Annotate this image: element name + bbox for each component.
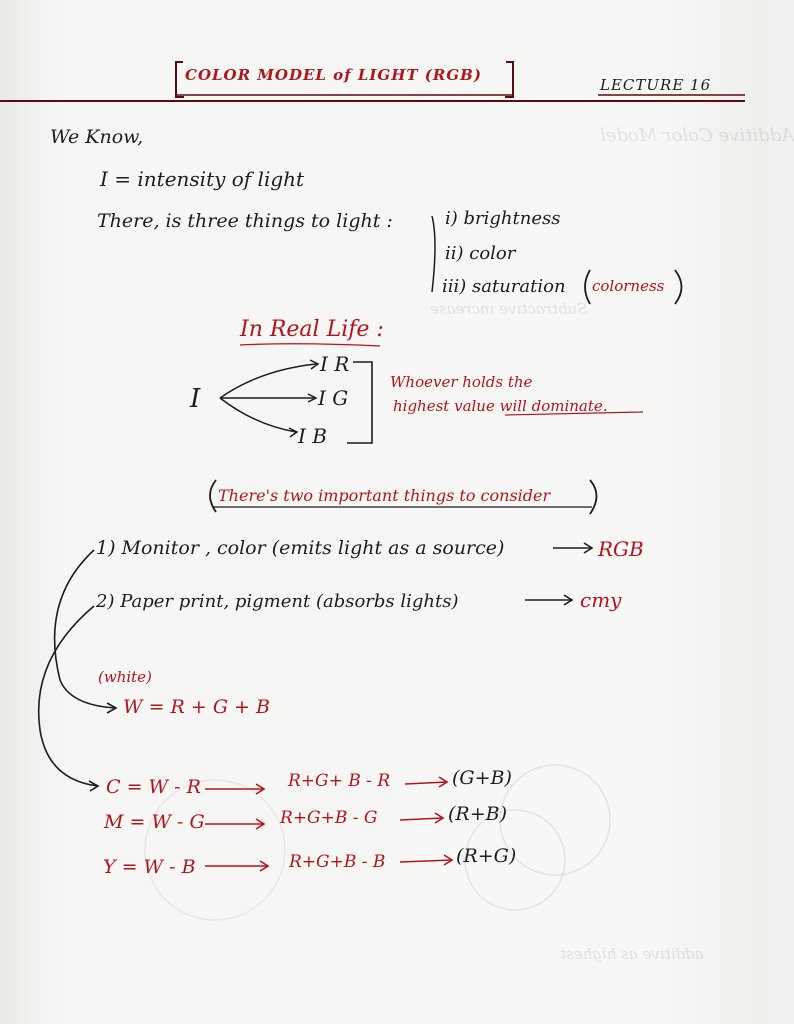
lecture-label: LECTURE 16 bbox=[600, 76, 712, 94]
consider-close-paren bbox=[590, 480, 597, 514]
colorness-close-paren bbox=[675, 270, 682, 304]
dominate-note-line-1: Whoever holds the bbox=[390, 373, 533, 391]
intensity-blue: I B bbox=[298, 424, 327, 448]
cyan-equation-middle: R+G+ B - R bbox=[288, 771, 391, 791]
intensity-bracket bbox=[347, 362, 372, 443]
magenta-equation-middle: R+G+B - G bbox=[280, 808, 378, 828]
colorness-note: colorness bbox=[592, 277, 665, 295]
magenta-arrow-2 bbox=[400, 818, 443, 820]
intensity-green: I G bbox=[318, 386, 349, 410]
colorness-open-paren bbox=[585, 270, 590, 304]
intro-line: We Know, bbox=[50, 126, 144, 148]
yellow-equation-left: Y = W - B bbox=[103, 856, 196, 878]
cmy-result: cmy bbox=[580, 588, 622, 612]
yellow-equation-middle: R+G+B - B bbox=[289, 852, 386, 872]
arrow-to-ib bbox=[220, 398, 296, 432]
list-item-color: ii) color bbox=[445, 243, 516, 264]
considerations-heading: There's two important things to consider bbox=[218, 486, 551, 505]
magenta-equation-left: M = W - G bbox=[104, 811, 205, 833]
real-life-heading: In Real Life : bbox=[240, 317, 384, 342]
list-item-brightness: i) brightness bbox=[445, 208, 561, 229]
intensity-symbol: I bbox=[190, 384, 201, 414]
cyan-equation-result: (G+B) bbox=[452, 767, 512, 789]
title-right-bracket bbox=[505, 62, 513, 97]
arrow-to-ir bbox=[220, 364, 316, 398]
real-life-underline bbox=[240, 344, 380, 346]
yellow-arrow-2 bbox=[400, 860, 452, 862]
rgb-result: RGB bbox=[598, 537, 644, 561]
yellow-equation-result: (R+G) bbox=[456, 845, 517, 867]
list-item-saturation: iii) saturation bbox=[442, 276, 566, 297]
show-through: Additive Color Model bbox=[600, 125, 794, 146]
items-brace bbox=[432, 216, 435, 292]
dominate-underline bbox=[505, 412, 643, 415]
curve-monitor-to-white bbox=[55, 550, 115, 708]
page-title: COLOR MODEL of LIGHT (RGB) bbox=[185, 66, 482, 84]
curve-print-to-cmy bbox=[39, 606, 98, 786]
intensity-definition: I = intensity of light bbox=[100, 167, 305, 191]
intensity-red: I R bbox=[320, 352, 350, 376]
paper-print-line: 2) Paper print, pigment (absorbs lights) bbox=[96, 591, 459, 612]
monitor-line: 1) Monitor , color (emits light as a source) bbox=[96, 537, 505, 559]
cyan-equation-left: C = W - R bbox=[106, 776, 201, 798]
show-through-circle bbox=[145, 780, 285, 920]
white-label: (white) bbox=[98, 668, 152, 686]
show-through-circle bbox=[465, 810, 565, 910]
show-through: additive as highest bbox=[560, 945, 704, 963]
white-equation: W = R + G + B bbox=[123, 696, 270, 718]
three-things-line: There, is three things to light : bbox=[97, 210, 393, 232]
magenta-equation-result: (R+B) bbox=[448, 803, 508, 825]
title-left-bracket bbox=[176, 62, 184, 97]
show-through-circle bbox=[500, 765, 610, 875]
show-through: Subtractive increase bbox=[430, 300, 588, 318]
cyan-arrow-2 bbox=[405, 782, 447, 784]
dominate-note-line-2: highest value will dominate. bbox=[393, 397, 608, 415]
